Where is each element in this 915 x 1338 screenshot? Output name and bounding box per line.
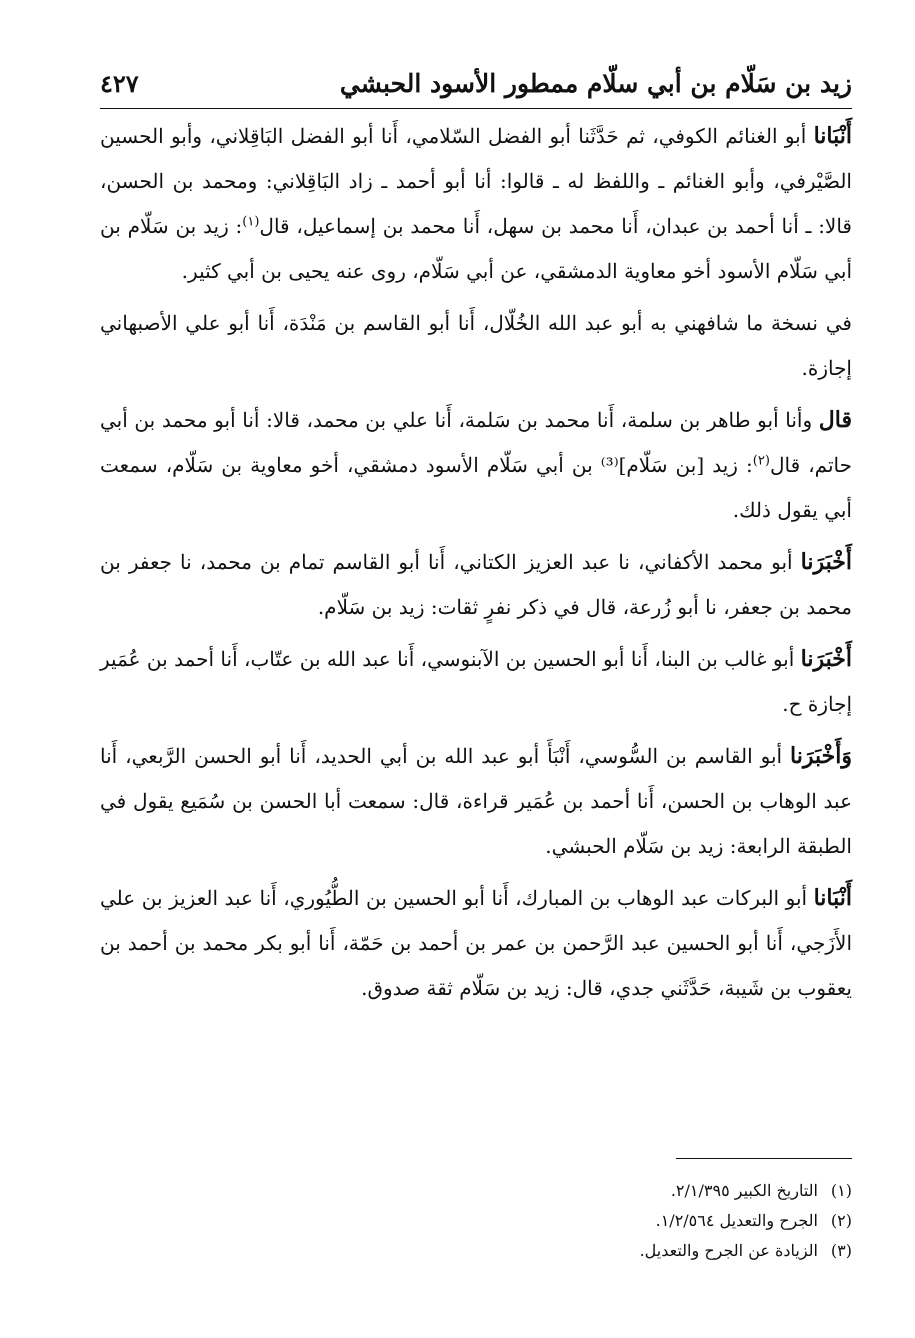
page-header xyxy=(100,66,852,106)
paragraph-text: أبو غالب بن البنا، أَنا أبو الحسين بن الآبنوسي، أَنا عبد الله بن عتّاب، أَنا أحمد بن عُمَير إجازة ح. xyxy=(100,647,852,716)
paragraph-text: في نسخة ما شافهني به أبو عبد الله الخُلّال، أَنا أبو القاسم بن مَنْدَة، أَنا أبو علي الأصبهاني إجازة. xyxy=(100,311,852,380)
paragraph-text: وأنا أبو طاهر بن سلمة، أَنا محمد بن سَلمة، أَنا علي بن محمد، قالا: أنا أبو محمد بن أبي حاتم، قال xyxy=(100,408,852,477)
paragraph-6 xyxy=(100,734,852,869)
footnote-3 xyxy=(100,1236,852,1266)
footnote-1 xyxy=(100,1176,852,1206)
main-text xyxy=(100,114,852,1018)
paragraph-7 xyxy=(100,876,852,1011)
paragraph-4 xyxy=(100,540,852,630)
footnote-text: الزيادة عن الجرح والتعديل. xyxy=(639,1241,818,1260)
paragraph-3 xyxy=(100,398,852,533)
footnote-2 xyxy=(100,1206,852,1236)
transmission-term: أَنْبَانا xyxy=(813,123,852,149)
paragraph-text: أبو محمد الأكفاني، نا عبد العزيز الكتاني، أَنا أبو القاسم تمام بن محمد، نا جعفر بن محمد بن جعفر، نا أبو زُرعة، قال في ذكر نفرٍ ثقات: زيد بن سَلّام. xyxy=(100,550,852,619)
transmission-term: أَنْبَانا xyxy=(813,885,852,911)
transmission-term: وَأَخْبَرَنا xyxy=(790,743,852,769)
footnote-rule xyxy=(676,1158,852,1159)
footnote-text: التاريخ الكبير ٢/١/٣٩٥. xyxy=(670,1181,818,1200)
footnote-number: (٣) xyxy=(830,1241,852,1260)
footnote-number: (١) xyxy=(830,1181,852,1200)
footnote-number: (٢) xyxy=(830,1211,852,1230)
transmission-term: أَخْبَرَنا xyxy=(800,549,852,575)
paragraph-1 xyxy=(100,114,852,294)
paragraph-2 xyxy=(100,301,852,391)
paragraph-text: أبو البركات عبد الوهاب بن المبارك، أَنا أبو الحسين بن الطُّيُوري، أَنا عبد العزيز بن علي الأَزَجي، أَنا أبو الحسين عبد الرَّحمن بن عمر بن أحمد بن حَمّة، أَنا أبو بكر محمد بن أحمد بن يعقوب بن شَيبة، حَدَّثَني جدي، قال: زيد بن سَلّام ثقة صدوق. xyxy=(100,886,852,1000)
paragraph-text-tail: : زيد [بن سَلّام]⁽³⁾ بن أبي سَلّام الأسود دمشقي، أخو معاوية بن سَلّام، سمعت أبي يقول ذلك. xyxy=(100,453,852,522)
transmission-term: أَخْبَرَنا xyxy=(800,646,852,672)
paragraph-text-tail: : زيد بن سَلّام بن أبي سَلّام الأسود أخو معاوية الدمشقي، عن أبي سَلّام، روى عنه يحيى بن أبي كثير. xyxy=(100,214,852,283)
header-rule xyxy=(100,108,852,109)
footnotes xyxy=(100,1176,852,1266)
paragraph-5 xyxy=(100,637,852,727)
footnote-ref: (٢) xyxy=(752,453,770,469)
running-title: زيد بن سَلّام بن أبي سلّام ممطور الأسود الحبشي xyxy=(339,69,852,98)
footnote-ref: (١) xyxy=(242,214,260,230)
paragraph-text: أبو القاسم بن السُّوسي، أَنْبَأَ أبو عبد الله بن أبي الحديد، أَنا أبو الحسن الرَّبعي، أَنا عبد الوهاب بن الحسن، أَنا أحمد بن عُمَير قراءة، قال: سمعت أبا الحسن بن سُمَيع يقول في الطبقة الرابعة: زيد بن سَلّام الحبشي. xyxy=(100,744,852,858)
transmission-term: قال xyxy=(818,407,852,433)
paragraph-text: أبو الغنائم الكوفي، ثم حَدَّثَنا أبو الفضل السّلامي، أَنا أبو الفضل البَاقِلاني، وأبو الحسين الصَّيْرفي، وأبو الغنائم ـ واللفظ له ـ قالوا: أنا أبو أحمد ـ زاد البَاقِلاني: ومحمد بن الحسن، قالا: ـ أنا أحمد بن عبدان، أَنا محمد بن سهل، أَنا محمد بن إسماعيل، قال xyxy=(100,124,852,238)
footnote-text: الجرح والتعديل ١/٢/٥٦٤. xyxy=(655,1211,818,1230)
page-number: ٤٢٧ xyxy=(100,69,139,98)
